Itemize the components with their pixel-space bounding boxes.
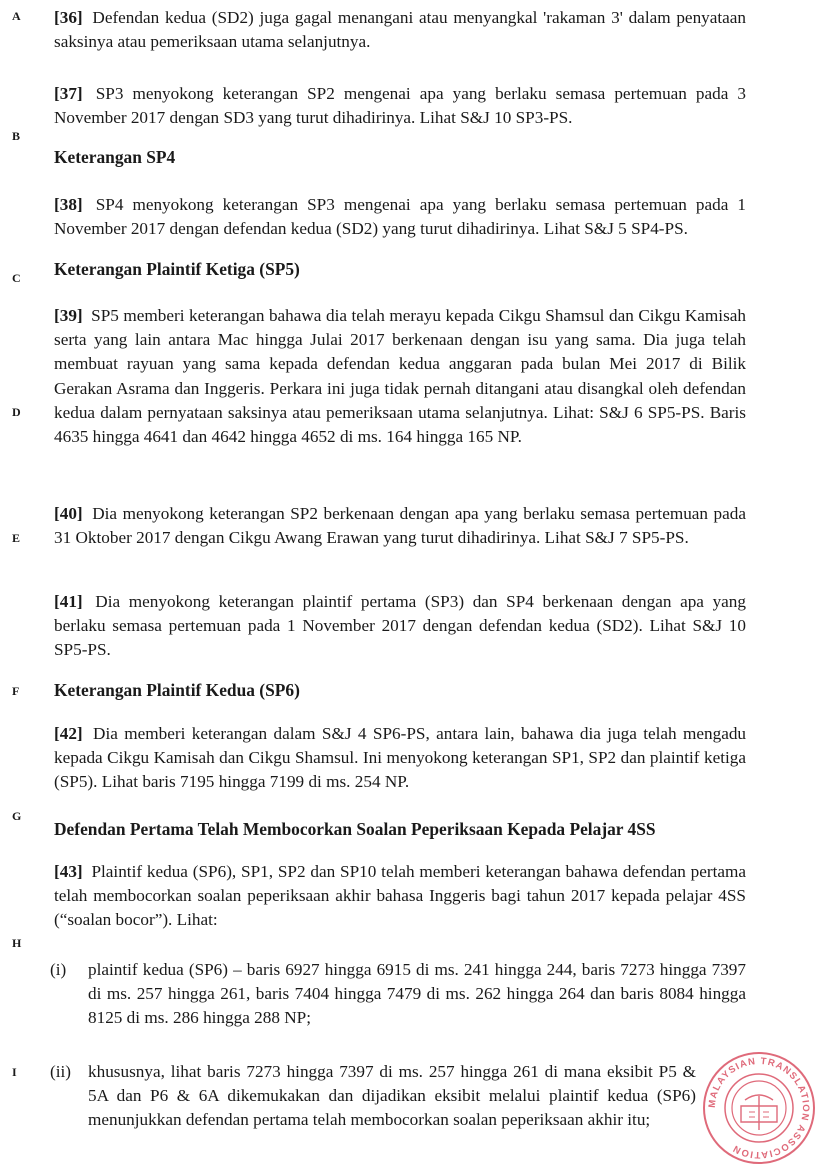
list-marker: (i) [50,960,67,979]
paragraph-number: [39] [54,306,83,325]
list-marker: (ii) [50,1062,71,1081]
paragraph-41 [54,590,746,663]
margin-letter-f: F [12,684,20,698]
margin-letter-e: E [12,531,21,545]
paragraph-39 [54,304,746,449]
paragraph-text: Plaintif kedua (SP6), SP1, SP2 dan SP10 telah memberi keterangan bahawa defendan pertama telah membocorkan soalan peperiksaan akhir bahasa Inggeris bagi tahun 2017 kepada pelajar 4SS (“soalan bocor”). Lihat: [54,862,746,930]
list-item-i [50,958,746,1031]
paragraph-text: Dia memberi keterangan dalam S&J 4 SP6-PS, antara lain, bahawa dia juga telah mengadu kepada Cikgu Kamisah dan Cikgu Shamsul. Ini menyokong keterangan SP1, SP2 dan plaintif ketiga (SP5). Lihat baris 7195 hingga 7199 di ms. 254 NP. [54,724,747,792]
list-item-ii [50,1060,696,1133]
paragraph-text: SP3 menyokong keterangan SP2 mengenai apa yang berlaku semasa pertemuan pada 3 November 2017 dengan SD3 yang turut dihadirinya. Lihat S&J 10 SP3-PS. [54,84,747,128]
paragraph-number: [37] [54,84,83,103]
margin-letter-a: A [12,9,21,23]
margin-letter-g: G [12,809,22,823]
paragraph-text: SP5 memberi keterangan bahawa dia telah merayu kepada Cikgu Shamsul dan Cikgu Kamisah serta yang lain antara Mac hingga Julai 2017 berkenaan dengan isu yang sama. Dia juga telah membuat rayuan yang sama kepada defendan kedua anggaran pada bulan Mei 2017 di Bilik Gerakan Asrama dan Inggeris. Perkara ini juga tidak pernah ditangani atau disangkal oleh defendan kedua dalam pernyataan saksinya atau pemeriksaan utama selanjutnya. Lihat: S&J 6 SP5-PS. Baris 4635 hingga 4641 dan 4642 hingga 4652 di ms. 164 hingga 165 NP. [54,306,746,447]
paragraph-number: [36] [54,8,83,27]
translation-association-seal-icon [701,1050,817,1166]
paragraph-number: [41] [54,592,83,611]
margin-letter-b: B [12,129,21,143]
paragraph-text: Defendan kedua (SD2) juga gagal menangani atau menyangkal 'rakaman 3' dalam penyataan saksinya atau pemeriksaan utama selanjutnya. [54,8,747,52]
heading-keterangan-sp6: Keterangan Plaintif Kedua (SP6) [54,680,300,700]
paragraph-36 [54,6,746,54]
heading-keterangan-sp5: Keterangan Plaintif Ketiga (SP5) [54,259,300,279]
margin-letter-h: H [12,936,22,950]
list-text: plaintif kedua (SP6) – baris 6927 hingga 6915 di ms. 241 hingga 244, baris 7273 hingga 7397 di ms. 257 hingga 261, baris 7404 hingga 7479 di ms. 262 hingga 264 dan baris 8084 hingga 8125 di ms. 286 hingga 288 NP; [88,960,746,1028]
heading-keterangan-sp4: Keterangan SP4 [54,147,176,167]
margin-letter-d: D [12,405,21,419]
margin-letter-c: C [12,271,21,285]
paragraph-43 [54,860,746,933]
list-text: khususnya, lihat baris 7273 hingga 7397 di ms. 257 hingga 261 di mana eksibit P5 & 5A dan P6 & 6A dikemukakan dan dijadikan eksibit melalui plaintif kedua (SP6) menunjukkan defendan pertama telah membocorkan soalan peperiksaan akhir itu; [88,1062,696,1130]
paragraph-number: [43] [54,862,83,881]
paragraph-number: [40] [54,504,83,523]
heading-soalan-bocor: Defendan Pertama Telah Membocorkan Soalan Peperiksaan Kepada Pelajar 4SS [54,819,656,839]
paragraph-text: Dia menyokong keterangan SP2 berkenaan dengan apa yang berlaku semasa pertemuan pada 31 Oktober 2017 dengan Cikgu Awang Erawan yang turut dihadirinya. Lihat S&J 7 SP5-PS. [54,504,747,548]
paragraph-40 [54,502,746,550]
paragraph-37 [54,82,746,130]
paragraph-38 [54,193,746,241]
paragraph-text: Dia menyokong keterangan plaintif pertama (SP3) dan SP4 berkenaan dengan apa yang berlaku semasa pertemuan pada 1 November 2017 dengan defendan kedua (SD2). Lihat S&J 10 SP5-PS. [54,592,746,660]
paragraph-42 [54,722,746,795]
paragraph-text: SP4 menyokong keterangan SP3 mengenai apa yang berlaku semasa pertemuan pada 1 November 2017 dengan defendan kedua (SD2) yang turut dihadirinya. Lihat S&J 5 SP4-PS. [54,195,747,239]
seal-text: MALAYSIAN TRANSLATION ASSOCIATION [706,1055,812,1161]
paragraph-number: [38] [54,195,83,214]
paragraph-number: [42] [54,724,83,743]
margin-letter-i: I [12,1065,17,1079]
